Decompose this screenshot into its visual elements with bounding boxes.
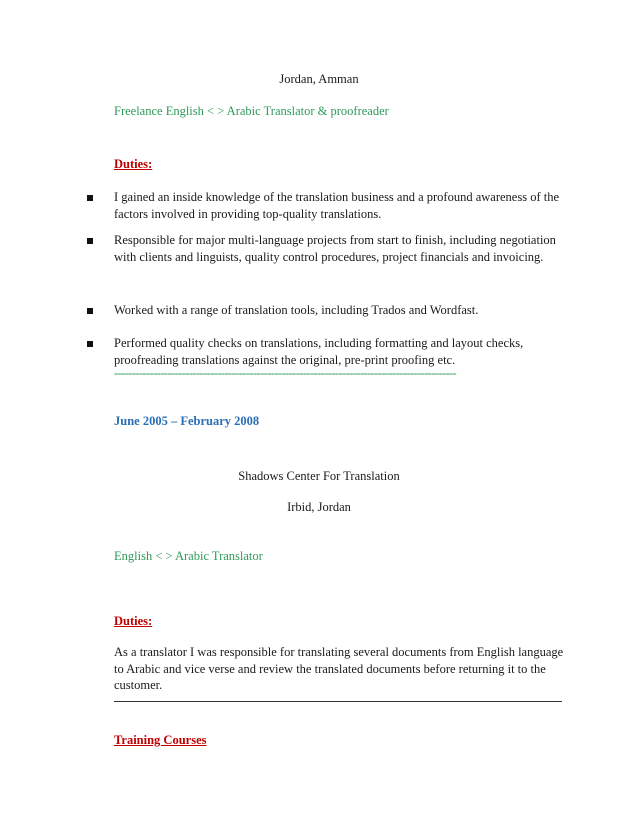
duty-item-3: Worked with a range of translation tools, including Trados and Wordfast. (114, 303, 479, 317)
company-location: Irbid, Jordan (287, 500, 351, 514)
bullet-icon (87, 195, 93, 201)
bullet-icon (87, 341, 93, 347)
location-text: Jordan, Amman (279, 72, 359, 86)
duties-heading-1: Duties: (114, 157, 153, 171)
duty-item-1: I gained an inside knowledge of the translation business and a profound awareness of the factors involved in providing top-quality translations. (114, 190, 560, 221)
duty-item-4: Performed quality checks on translations, including formatting and layout checks, proofreading translations against the original, pre-print proofing etc. (114, 336, 524, 367)
company-name: Shadows Center For Translation (238, 469, 400, 483)
horizontal-rule (114, 701, 562, 702)
duty-description: As a translator I was responsible for translating several documents from English language to Arabic and vice verse and review the translated documents before returning it to the customer. (114, 645, 564, 692)
job-title-freelance: Freelance English < > Arabic Translator & proofreader (114, 104, 389, 118)
bullet-icon (87, 308, 93, 314)
training-courses-heading: Training Courses (114, 733, 207, 747)
job-title-translator: English < > Arabic Translator (114, 549, 263, 563)
job-dates: June 2005 – February 2008 (114, 414, 260, 428)
duty-item-2: Responsible for major multi-language projects from start to finish, including negotiation with clients and linguists, quality control procedures, project financials and invoicing. (114, 233, 556, 264)
bullet-icon (87, 238, 93, 244)
duties-heading-2: Duties: (114, 614, 153, 628)
section-separator: ------------------------------------------------------------------------------------------------ (114, 366, 457, 380)
